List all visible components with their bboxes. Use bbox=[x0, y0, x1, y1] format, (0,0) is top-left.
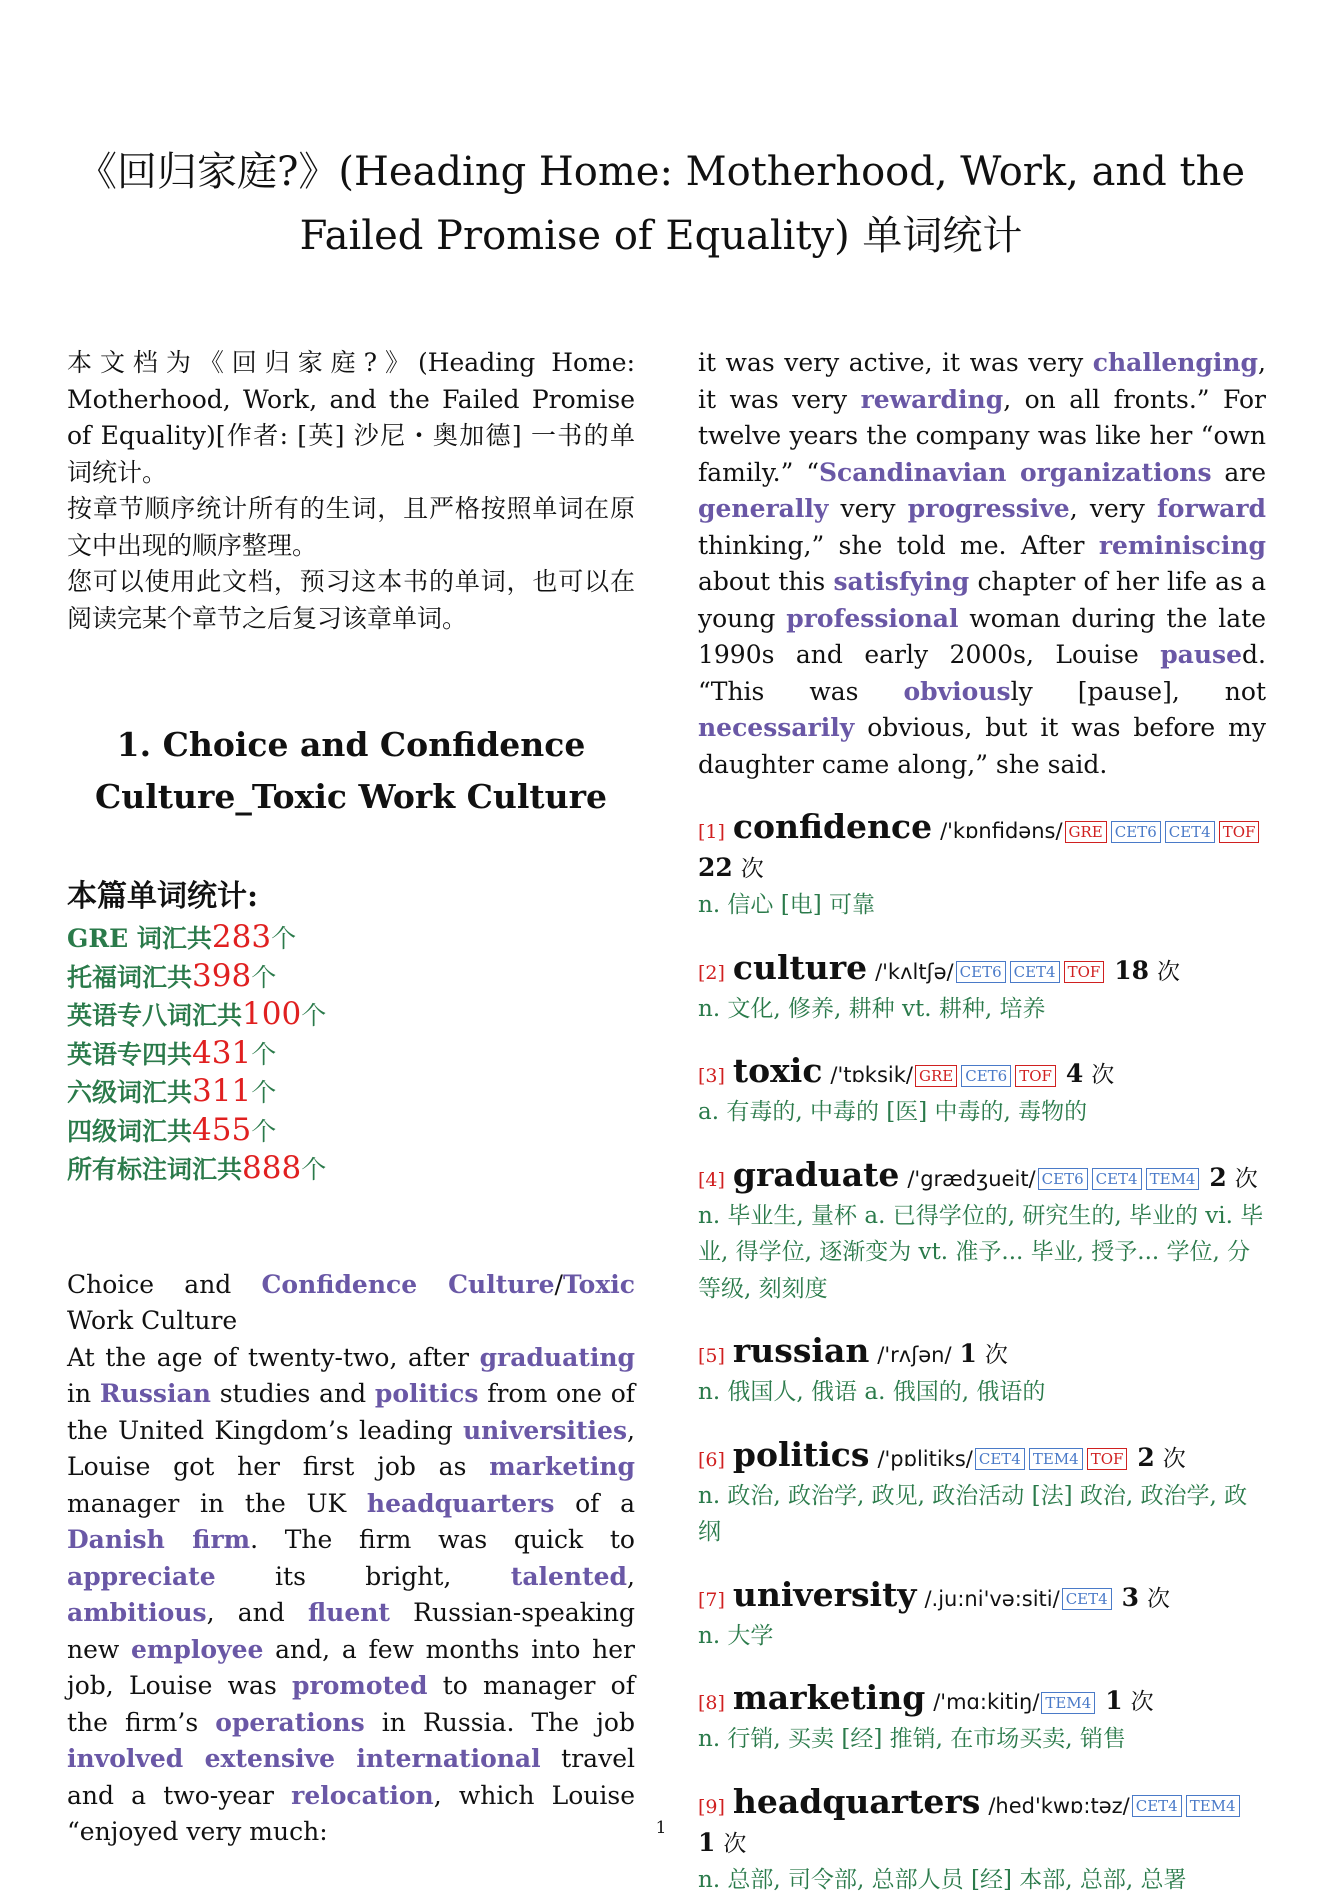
word-count: 2 bbox=[1137, 1443, 1154, 1472]
exam-tag: TEM4 bbox=[1186, 1795, 1240, 1817]
exam-tag: CET4 bbox=[1165, 821, 1215, 843]
word-count: 3 bbox=[1122, 1583, 1139, 1612]
word-definition: n. 文化, 修养, 耕种 vt. 耕种, 培养 bbox=[698, 991, 1266, 1028]
exam-tag: TOF bbox=[1064, 961, 1105, 983]
word-index: [2] bbox=[698, 962, 725, 984]
highlighted-word: professional bbox=[786, 604, 958, 633]
word-definition: n. 毕业生, 量杯 a. 已得学位的, 研究生的, 毕业的 vi. 毕业, 得学位, 逐渐变为 vt. 准予... 毕业, 授予... 学位, 分等级, 刻刻度 bbox=[698, 1198, 1266, 1308]
exam-tag: TEM4 bbox=[1041, 1692, 1095, 1714]
word-entry-head bbox=[698, 809, 1266, 887]
passage-text: its bright, bbox=[216, 1562, 511, 1591]
times-label: 次 bbox=[985, 1342, 1008, 1368]
stat-unit: 个 bbox=[251, 963, 276, 992]
stat-label: 英语专四共 bbox=[67, 1040, 192, 1069]
highlighted-word: universities bbox=[463, 1416, 627, 1445]
word-entry-head bbox=[698, 1680, 1266, 1721]
stat-unit: 个 bbox=[301, 1001, 326, 1030]
word-entry bbox=[698, 1437, 1266, 1551]
word-index: [1] bbox=[698, 821, 725, 843]
word-entry bbox=[698, 1053, 1266, 1131]
stat-unit: 个 bbox=[251, 1117, 276, 1146]
page-number: 1 bbox=[0, 1818, 1322, 1838]
word-phonetic: /'mɑ:kitiŋ/ bbox=[933, 1690, 1039, 1714]
word-entry-head bbox=[698, 1053, 1266, 1094]
exam-tag: CET4 bbox=[975, 1448, 1025, 1470]
passage-text: , and bbox=[207, 1598, 308, 1627]
passage-text: in bbox=[67, 1379, 100, 1408]
word-count: 2 bbox=[1209, 1163, 1226, 1192]
word-entry bbox=[698, 950, 1266, 1028]
highlighted-word: marketing bbox=[489, 1452, 635, 1481]
word-definition: n. 信心 [电] 可靠 bbox=[698, 887, 1266, 924]
passage-text: in Russia. The job bbox=[365, 1708, 635, 1737]
intro-paragraph-3: 您可以使用此文档，预习这本书的单词，也可以在阅读完某个章节之后复习该章单词。 bbox=[67, 564, 635, 637]
highlighted-word: relocation bbox=[291, 1781, 434, 1810]
highlighted-word: satisfying bbox=[833, 567, 969, 596]
highlighted-word: reminiscing bbox=[1099, 531, 1266, 560]
highlighted-word: pause bbox=[1160, 640, 1242, 669]
highlighted-word: fluent bbox=[308, 1598, 390, 1627]
times-label: 次 bbox=[1091, 1062, 1114, 1088]
stat-label: 四级词汇共 bbox=[67, 1117, 192, 1146]
stat-label: 六级词汇共 bbox=[67, 1078, 192, 1107]
passage-text: about this bbox=[698, 567, 833, 596]
times-label: 次 bbox=[1163, 1446, 1186, 1472]
highlighted-word: involved extensive international bbox=[67, 1744, 541, 1773]
word-headword: graduate bbox=[733, 1155, 900, 1194]
stat-row bbox=[67, 1035, 635, 1074]
times-label: 次 bbox=[1157, 959, 1180, 985]
word-entry bbox=[698, 809, 1266, 924]
word-index: [9] bbox=[698, 1796, 725, 1818]
word-definition: n. 俄国人, 俄语 a. 俄国的, 俄语的 bbox=[698, 1374, 1266, 1411]
highlighted-word: talented bbox=[511, 1562, 627, 1591]
word-headword: toxic bbox=[733, 1051, 823, 1090]
highlighted-word: Toxic bbox=[563, 1270, 635, 1299]
exam-tag: GRE bbox=[1065, 821, 1107, 843]
exam-tag: CET6 bbox=[956, 961, 1006, 983]
word-definition: n. 政治, 政治学, 政见, 政治活动 [法] 政治, 政治学, 政纲 bbox=[698, 1478, 1266, 1551]
chapter-heading bbox=[67, 719, 635, 823]
stat-row bbox=[67, 996, 635, 1035]
passage-text: to manager of the firm’s bbox=[67, 1671, 635, 1737]
highlighted-word: headquarters bbox=[367, 1489, 555, 1518]
stats-title: 本篇单词统计: bbox=[67, 875, 635, 919]
word-definition: n. 行销, 买卖 [经] 推销, 在市场买卖, 销售 bbox=[698, 1721, 1266, 1758]
word-entry-head bbox=[698, 950, 1266, 991]
highlighted-word: generally bbox=[698, 494, 828, 523]
passage-text: Russian-speaking new bbox=[67, 1598, 635, 1664]
passage-text: manager in the UK bbox=[67, 1489, 367, 1518]
stat-label: 所有标注词汇共 bbox=[67, 1155, 242, 1184]
word-entry-head bbox=[698, 1333, 1266, 1374]
word-phonetic: /.ju:ni'və:siti/ bbox=[924, 1587, 1059, 1611]
intro-paragraph-1: 本文档为《回归家庭?》(Heading Home: Motherhood, Work, and the Failed Promise of Equality)[作者: [英] 沙尼・奥加德] 一书的单词统计。 bbox=[67, 345, 635, 491]
word-count: 1 bbox=[1105, 1686, 1122, 1715]
word-list bbox=[698, 809, 1266, 1898]
word-entry bbox=[698, 1680, 1266, 1758]
intro-block bbox=[67, 345, 635, 637]
chapter-heading-line2: Culture_Toxic Work Culture bbox=[67, 771, 635, 823]
word-headword: confidence bbox=[733, 807, 932, 846]
exam-tag: CET4 bbox=[1132, 1795, 1182, 1817]
highlighted-word: appreciate bbox=[67, 1562, 216, 1591]
stat-value: 283 bbox=[212, 919, 271, 955]
passage-right bbox=[698, 345, 1266, 783]
word-index: [3] bbox=[698, 1065, 725, 1087]
word-index: [5] bbox=[698, 1345, 725, 1367]
highlighted-word: rewarding bbox=[861, 385, 1004, 414]
word-headword: headquarters bbox=[733, 1782, 980, 1821]
highlighted-word: Russian bbox=[100, 1379, 211, 1408]
word-count: 1 bbox=[960, 1339, 977, 1368]
word-index: [6] bbox=[698, 1449, 725, 1471]
exam-tag: CET4 bbox=[1092, 1168, 1142, 1190]
highlighted-word: employee bbox=[131, 1635, 263, 1664]
stat-value: 455 bbox=[192, 1112, 251, 1148]
passage-left bbox=[67, 1267, 635, 1851]
word-entry bbox=[698, 1784, 1266, 1898]
passage-text: , Louise got her first job as bbox=[67, 1416, 635, 1482]
highlighted-word: Scandinavian organizations bbox=[819, 458, 1212, 487]
word-phonetic: /'kɒnfidəns/ bbox=[940, 819, 1062, 843]
word-count: 22 bbox=[698, 853, 733, 882]
word-phonetic: /hed'kwɒ:təz/ bbox=[988, 1794, 1129, 1818]
word-count: 1 bbox=[698, 1828, 715, 1857]
exam-tag: GRE bbox=[915, 1065, 957, 1087]
stat-row bbox=[67, 1073, 635, 1112]
word-phonetic: /'tɒksik/ bbox=[830, 1063, 913, 1087]
word-index: [4] bbox=[698, 1169, 725, 1191]
highlighted-word: challenging bbox=[1093, 348, 1258, 377]
left-column bbox=[67, 345, 635, 1851]
highlighted-word: graduating bbox=[480, 1343, 635, 1372]
passage-text: ly [pause], not bbox=[1011, 677, 1266, 706]
word-count: 4 bbox=[1066, 1059, 1083, 1088]
word-definition: a. 有毒的, 中毒的 [医] 中毒的, 毒物的 bbox=[698, 1094, 1266, 1131]
word-phonetic: /'pɒlitiks/ bbox=[877, 1447, 972, 1471]
stat-label: 托福词汇共 bbox=[67, 963, 192, 992]
passage-text: woman during the late 1990s and early 2000s, Louise bbox=[698, 604, 1266, 670]
passage-text: Work Culture bbox=[67, 1306, 237, 1335]
stat-value: 311 bbox=[192, 1073, 251, 1109]
highlighted-word: ambitious bbox=[67, 1598, 207, 1627]
passage-text: , on all fronts.” For twelve years the company was like her “own family.” “ bbox=[698, 385, 1266, 487]
exam-tag: CET4 bbox=[1010, 961, 1060, 983]
word-entry bbox=[698, 1333, 1266, 1411]
passage-text: travel and a two-year bbox=[67, 1744, 635, 1810]
word-definition: n. 大学 bbox=[698, 1618, 1266, 1655]
stat-label: 英语专八词汇共 bbox=[67, 1001, 242, 1030]
word-entry-head bbox=[698, 1577, 1266, 1618]
word-index: [7] bbox=[698, 1589, 725, 1611]
exam-tag: CET6 bbox=[961, 1065, 1011, 1087]
exam-tag: TOF bbox=[1219, 821, 1260, 843]
passage-text: . The firm was quick to bbox=[250, 1525, 635, 1554]
passage-text: At the age of twenty-two, after bbox=[67, 1343, 480, 1372]
stat-unit: 个 bbox=[301, 1155, 326, 1184]
highlighted-word: forward bbox=[1157, 494, 1266, 523]
highlighted-word: politics bbox=[375, 1379, 479, 1408]
stat-unit: 个 bbox=[271, 924, 296, 953]
passage-text: thinking,” she told me. After bbox=[698, 531, 1099, 560]
highlighted-word: operations bbox=[215, 1708, 364, 1737]
highlighted-word: Confidence Culture bbox=[262, 1270, 555, 1299]
passage-text: / bbox=[555, 1270, 563, 1299]
passage-text: of a bbox=[554, 1489, 635, 1518]
stat-value: 888 bbox=[242, 1150, 301, 1186]
passage-text: d. “This was bbox=[698, 640, 1266, 706]
word-phonetic: /'kʌltʃə/ bbox=[875, 960, 954, 984]
highlighted-word: Danish firm bbox=[67, 1525, 250, 1554]
passage-text: studies and bbox=[211, 1379, 375, 1408]
passage-text: Choice and bbox=[67, 1270, 262, 1299]
word-headword: russian bbox=[733, 1331, 869, 1370]
stat-label: GRE 词汇共 bbox=[67, 924, 212, 953]
stat-value: 100 bbox=[242, 996, 301, 1032]
word-phonetic: /'grædʒueit/ bbox=[907, 1167, 1035, 1191]
times-label: 次 bbox=[741, 856, 764, 882]
passage-text: very bbox=[828, 494, 907, 523]
word-entry-head bbox=[698, 1157, 1266, 1198]
exam-tag: TEM4 bbox=[1029, 1448, 1083, 1470]
word-entry bbox=[698, 1577, 1266, 1655]
stat-value: 431 bbox=[192, 1035, 251, 1071]
word-headword: culture bbox=[733, 948, 867, 987]
exam-tag: TEM4 bbox=[1146, 1168, 1200, 1190]
exam-tag: TOF bbox=[1015, 1065, 1056, 1087]
word-entry-head bbox=[698, 1437, 1266, 1478]
passage-text: , very bbox=[1070, 494, 1157, 523]
passage-text: from one of the United Kingdom’s leading bbox=[67, 1379, 635, 1445]
highlighted-word: promoted bbox=[292, 1671, 427, 1700]
passage-text: chapter of her life as a young bbox=[698, 567, 1266, 633]
right-column bbox=[698, 345, 1266, 1898]
exam-tag: CET4 bbox=[1062, 1588, 1112, 1610]
times-label: 次 bbox=[1235, 1166, 1258, 1192]
passage-text: , bbox=[627, 1562, 635, 1591]
word-headword: politics bbox=[733, 1435, 870, 1474]
word-headword: marketing bbox=[733, 1678, 925, 1717]
chapter-heading-line1: 1. Choice and Confidence bbox=[67, 719, 635, 771]
intro-paragraph-2: 按章节顺序统计所有的生词，且严格按照单词在原文中出现的顺序整理。 bbox=[67, 491, 635, 564]
times-label: 次 bbox=[723, 1831, 746, 1857]
stat-row bbox=[67, 1112, 635, 1151]
stat-unit: 个 bbox=[251, 1040, 276, 1069]
passage-text: , it was very bbox=[698, 348, 1266, 414]
passage-text: it was very active, it was very bbox=[698, 348, 1093, 377]
exam-tag: CET6 bbox=[1111, 821, 1161, 843]
word-headword: university bbox=[733, 1575, 917, 1614]
times-label: 次 bbox=[1147, 1586, 1170, 1612]
highlighted-word: obvious bbox=[904, 677, 1011, 706]
stat-unit: 个 bbox=[251, 1078, 276, 1107]
stats-list bbox=[67, 919, 635, 1189]
word-phonetic: /'rʌʃən/ bbox=[877, 1343, 951, 1367]
stat-row bbox=[67, 1150, 635, 1189]
passage-text: are bbox=[1212, 458, 1266, 487]
word-definition: n. 总部, 司令部, 总部人员 [经] 本部, 总部, 总署 bbox=[698, 1862, 1266, 1898]
word-count: 18 bbox=[1114, 956, 1149, 985]
passage-text: , which Louise “enjoyed very much: bbox=[67, 1781, 635, 1847]
highlighted-word: necessarily bbox=[698, 713, 854, 742]
exam-tag: CET6 bbox=[1038, 1168, 1088, 1190]
stat-row bbox=[67, 958, 635, 997]
exam-tag: TOF bbox=[1087, 1448, 1128, 1470]
passage-text: obvious, but it was before my daughter came along,” she said. bbox=[698, 713, 1266, 779]
word-index: [8] bbox=[698, 1692, 725, 1714]
passage-text: and, a few months into her job, Louise was bbox=[67, 1635, 635, 1701]
word-entry bbox=[698, 1157, 1266, 1308]
times-label: 次 bbox=[1131, 1689, 1154, 1715]
stat-row bbox=[67, 919, 635, 958]
stat-value: 398 bbox=[192, 958, 251, 994]
highlighted-word: progressive bbox=[908, 494, 1070, 523]
document-title: 《回归家庭?》(Heading Home: Motherhood, Work, and the Failed Promise of Equality) 单词统计 bbox=[40, 140, 1282, 268]
